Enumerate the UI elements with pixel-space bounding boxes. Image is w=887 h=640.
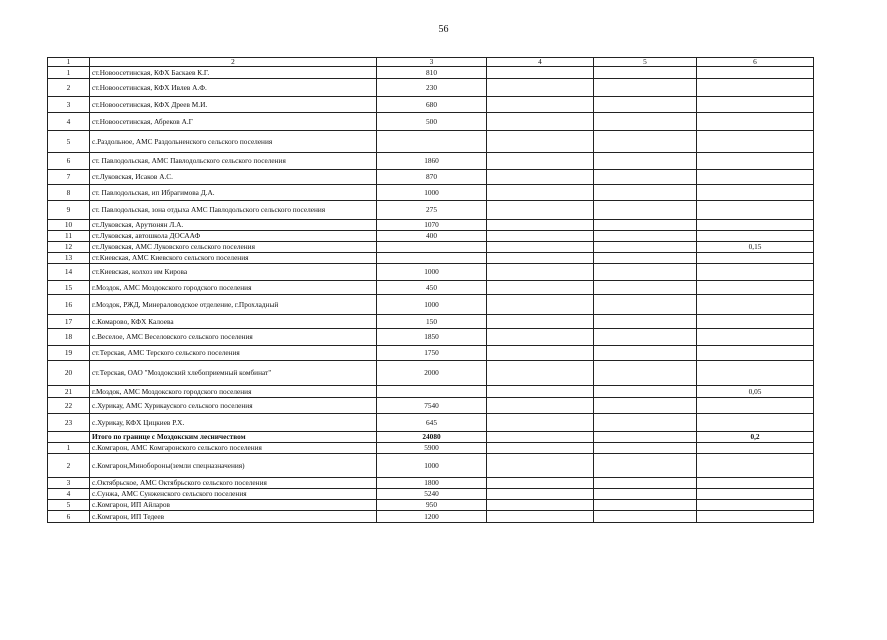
row-col5-cell	[594, 97, 697, 113]
row-number-cell: 15	[48, 281, 90, 295]
row-col6-cell: 0,05	[697, 386, 814, 398]
row-name-cell: ст. Павлодольская, ип Ибрагимова Д.А.	[90, 185, 377, 201]
table-row	[48, 478, 814, 489]
row-col5-cell	[594, 242, 697, 253]
row-col6-cell	[697, 131, 814, 153]
table-row	[48, 386, 814, 398]
row-col5-cell	[594, 346, 697, 361]
row-number-cell: 23	[48, 414, 90, 432]
row-col3-cell	[377, 386, 487, 398]
row-col3-cell: 2000	[377, 361, 487, 386]
table-row	[48, 346, 814, 361]
column-header: 5	[594, 58, 697, 67]
row-col6-cell	[697, 329, 814, 346]
row-number-cell: 1	[48, 443, 90, 454]
column-header: 6	[697, 58, 814, 67]
row-col5-cell	[594, 329, 697, 346]
table-row	[48, 361, 814, 386]
row-col4-cell	[487, 242, 594, 253]
table-row	[48, 67, 814, 79]
row-col5-cell	[594, 454, 697, 478]
row-col4-cell	[487, 478, 594, 489]
row-number-cell: 1	[48, 67, 90, 79]
table-row	[48, 170, 814, 185]
row-col5-cell	[594, 398, 697, 414]
row-col6-cell: 0,2	[697, 432, 814, 443]
row-col6-cell	[697, 97, 814, 113]
table-row	[48, 220, 814, 231]
table-row	[48, 185, 814, 201]
row-name-cell: с.Сунжа, АМС Сунженского сельского поселения	[90, 489, 377, 500]
row-number-cell: 8	[48, 185, 90, 201]
row-col5-cell	[594, 185, 697, 201]
row-col5-cell	[594, 414, 697, 432]
row-col4-cell	[487, 346, 594, 361]
row-number-cell: 5	[48, 500, 90, 511]
row-col4-cell	[487, 220, 594, 231]
row-col5-cell	[594, 478, 697, 489]
row-col4-cell	[487, 489, 594, 500]
row-col5-cell	[594, 153, 697, 170]
row-col6-cell	[697, 79, 814, 97]
row-col4-cell	[487, 131, 594, 153]
row-name-cell: ст.Новоосетинская, Абреков А.Г	[90, 113, 377, 131]
table-row	[48, 264, 814, 281]
table-row	[48, 398, 814, 414]
column-header: 2	[90, 58, 377, 67]
row-col4-cell	[487, 454, 594, 478]
table-row	[48, 489, 814, 500]
column-header: 3	[377, 58, 487, 67]
row-number-cell: 3	[48, 97, 90, 113]
row-col5-cell	[594, 511, 697, 523]
column-header: 1	[48, 58, 90, 67]
row-col4-cell	[487, 398, 594, 414]
row-name-cell: Итого по границе с Моздокским лесничеством	[90, 432, 377, 443]
row-col5-cell	[594, 201, 697, 220]
row-col6-cell	[697, 113, 814, 131]
row-col3-cell: 810	[377, 67, 487, 79]
row-col3-cell: 5900	[377, 443, 487, 454]
row-col3-cell: 450	[377, 281, 487, 295]
table-row	[48, 131, 814, 153]
row-number-cell: 2	[48, 454, 90, 478]
row-name-cell: ст.Луковская, автошкола ДОСААФ	[90, 231, 377, 242]
row-col5-cell	[594, 264, 697, 281]
table-row	[48, 443, 814, 454]
row-col3-cell: 950	[377, 500, 487, 511]
row-col5-cell	[594, 361, 697, 386]
row-col4-cell	[487, 414, 594, 432]
row-name-cell: ст.Луковская, АМС Луковского сельского поселения	[90, 242, 377, 253]
row-col4-cell	[487, 113, 594, 131]
row-col6-cell	[697, 253, 814, 264]
row-col3-cell: 400	[377, 231, 487, 242]
row-name-cell: г.Моздок, РЖД, Минераловодское отделение, г.Прохладный	[90, 295, 377, 315]
table-body	[48, 58, 814, 523]
row-name-cell: с.Хурикау, АМС Хурикауского сельского поселения	[90, 398, 377, 414]
row-name-cell: с.Октябрьское, АМС Октябрьского сельского поселения	[90, 478, 377, 489]
row-col6-cell	[697, 170, 814, 185]
row-col3-cell: 230	[377, 79, 487, 97]
row-col4-cell	[487, 500, 594, 511]
row-col6-cell	[697, 489, 814, 500]
row-name-cell: с.Комарово, КФХ Калоева	[90, 315, 377, 329]
row-col5-cell	[594, 489, 697, 500]
row-col4-cell	[487, 386, 594, 398]
row-col6-cell	[697, 454, 814, 478]
row-number-cell: 16	[48, 295, 90, 315]
row-number-cell: 14	[48, 264, 90, 281]
row-col4-cell	[487, 315, 594, 329]
row-col4-cell	[487, 231, 594, 242]
row-col3-cell: 1000	[377, 295, 487, 315]
row-col6-cell	[697, 264, 814, 281]
row-name-cell: ст.Терская, ОАО "Моздокский хлебоприемный комбинат"	[90, 361, 377, 386]
row-col5-cell	[594, 131, 697, 153]
row-col5-cell	[594, 386, 697, 398]
table-row	[48, 79, 814, 97]
table-row	[48, 414, 814, 432]
row-name-cell: ст.Киевская, АМС Киевского сельского поселения	[90, 253, 377, 264]
row-col4-cell	[487, 201, 594, 220]
table-total-row	[48, 432, 814, 443]
row-number-cell: 18	[48, 329, 90, 346]
table-row	[48, 231, 814, 242]
row-col6-cell: 0,15	[697, 242, 814, 253]
row-col5-cell	[594, 500, 697, 511]
row-col6-cell	[697, 201, 814, 220]
table-row	[48, 454, 814, 478]
row-name-cell: ст.Киевская, колхоз им Кирова	[90, 264, 377, 281]
row-col3-cell: 7540	[377, 398, 487, 414]
page-number: 56	[438, 24, 449, 35]
row-number-cell: 21	[48, 386, 90, 398]
row-col3-cell: 1750	[377, 346, 487, 361]
row-col6-cell	[697, 67, 814, 79]
row-col5-cell	[594, 79, 697, 97]
row-number-cell: 4	[48, 489, 90, 500]
table-row	[48, 97, 814, 113]
row-col4-cell	[487, 97, 594, 113]
row-col4-cell	[487, 511, 594, 523]
row-number-cell: 9	[48, 201, 90, 220]
row-col6-cell	[697, 295, 814, 315]
row-name-cell: ст.Новоосетинская, КФХ Дреев М.И.	[90, 97, 377, 113]
row-col6-cell	[697, 315, 814, 329]
row-col3-cell: 1070	[377, 220, 487, 231]
row-number-cell: 2	[48, 79, 90, 97]
row-number-cell: 22	[48, 398, 90, 414]
row-number-cell: 3	[48, 478, 90, 489]
row-col4-cell	[487, 153, 594, 170]
row-name-cell: ст.Терская, АМС Терского сельского поселения	[90, 346, 377, 361]
table-row	[48, 329, 814, 346]
row-name-cell: с.Раздольное, АМС Раздольненского сельского поселения	[90, 131, 377, 153]
row-col4-cell	[487, 432, 594, 443]
row-col6-cell	[697, 443, 814, 454]
row-name-cell: г.Моздок, АМС Моздокского городского поселения	[90, 386, 377, 398]
row-name-cell: ст.Новоосетинская, КФХ Баскаев К.Г.	[90, 67, 377, 79]
row-col6-cell	[697, 220, 814, 231]
row-col5-cell	[594, 220, 697, 231]
row-number-cell: 6	[48, 511, 90, 523]
row-number-cell: 10	[48, 220, 90, 231]
row-number-cell: 4	[48, 113, 90, 131]
row-col5-cell	[594, 432, 697, 443]
row-col6-cell	[697, 478, 814, 489]
row-col3-cell: 1200	[377, 511, 487, 523]
row-col4-cell	[487, 253, 594, 264]
row-col6-cell	[697, 346, 814, 361]
row-col4-cell	[487, 443, 594, 454]
row-col4-cell	[487, 67, 594, 79]
row-col5-cell	[594, 253, 697, 264]
table-row	[48, 511, 814, 523]
row-col3-cell: 24080	[377, 432, 487, 443]
row-col3-cell: 680	[377, 97, 487, 113]
row-col3-cell	[377, 242, 487, 253]
row-col4-cell	[487, 170, 594, 185]
row-number-cell: 12	[48, 242, 90, 253]
row-col6-cell	[697, 361, 814, 386]
row-col5-cell	[594, 113, 697, 131]
row-col4-cell	[487, 264, 594, 281]
row-number-cell: 17	[48, 315, 90, 329]
table-row	[48, 201, 814, 220]
row-col3-cell: 1000	[377, 454, 487, 478]
row-col4-cell	[487, 329, 594, 346]
row-col5-cell	[594, 231, 697, 242]
row-col5-cell	[594, 170, 697, 185]
row-col3-cell: 645	[377, 414, 487, 432]
row-col4-cell	[487, 281, 594, 295]
row-number-cell: 20	[48, 361, 90, 386]
table-row	[48, 153, 814, 170]
row-name-cell: ст.Луковская, Арутюнян Л.А.	[90, 220, 377, 231]
row-number-cell: 19	[48, 346, 90, 361]
table-row	[48, 113, 814, 131]
row-number-cell: 11	[48, 231, 90, 242]
row-col3-cell: 1800	[377, 478, 487, 489]
row-number-cell: 13	[48, 253, 90, 264]
row-name-cell: г.Моздок, АМС Моздокского городского поселения	[90, 281, 377, 295]
row-name-cell: с.Хурикау, КФХ Цицкиев Р.Х.	[90, 414, 377, 432]
row-col6-cell	[697, 398, 814, 414]
row-number-cell: 5	[48, 131, 90, 153]
row-number-cell: 6	[48, 153, 90, 170]
table-header-row	[48, 58, 814, 67]
row-name-cell: с.Комгарон,Минобороны(земли спецназначения)	[90, 454, 377, 478]
row-col6-cell	[697, 185, 814, 201]
row-name-cell: с.Комгарон, АМС Комгаронского сельского поселения	[90, 443, 377, 454]
row-col4-cell	[487, 185, 594, 201]
row-col5-cell	[594, 281, 697, 295]
row-col6-cell	[697, 500, 814, 511]
row-col6-cell	[697, 231, 814, 242]
row-col3-cell: 500	[377, 113, 487, 131]
column-header: 4	[487, 58, 594, 67]
row-col4-cell	[487, 79, 594, 97]
row-col5-cell	[594, 295, 697, 315]
row-col4-cell	[487, 295, 594, 315]
table-row	[48, 281, 814, 295]
row-col3-cell: 1850	[377, 329, 487, 346]
row-col6-cell	[697, 414, 814, 432]
row-col3-cell: 1860	[377, 153, 487, 170]
table-row	[48, 253, 814, 264]
row-name-cell: с.Веселое, АМС Веселовского сельского поселения	[90, 329, 377, 346]
document-table	[47, 57, 814, 523]
row-name-cell: ст.Луковская, Исаков А.С.	[90, 170, 377, 185]
row-col5-cell	[594, 67, 697, 79]
row-name-cell: ст. Павлодольская, зона отдыха АМС Павлодольского сельского поселения	[90, 201, 377, 220]
table-row	[48, 500, 814, 511]
row-col3-cell: 150	[377, 315, 487, 329]
table-row	[48, 295, 814, 315]
row-name-cell: с.Комгарон, ИП Айларов	[90, 500, 377, 511]
row-name-cell: ст.Новоосетинская, КФХ Ивлев А.Ф.	[90, 79, 377, 97]
table-row	[48, 242, 814, 253]
row-number-cell	[48, 432, 90, 443]
table-row	[48, 315, 814, 329]
row-col4-cell	[487, 361, 594, 386]
row-col3-cell: 1000	[377, 185, 487, 201]
row-name-cell: с.Комгарон, ИП Тедеев	[90, 511, 377, 523]
row-col6-cell	[697, 281, 814, 295]
row-col3-cell	[377, 253, 487, 264]
row-col3-cell	[377, 131, 487, 153]
row-col3-cell: 870	[377, 170, 487, 185]
row-number-cell: 7	[48, 170, 90, 185]
row-col6-cell	[697, 511, 814, 523]
row-col5-cell	[594, 315, 697, 329]
row-col5-cell	[594, 443, 697, 454]
row-col6-cell	[697, 153, 814, 170]
row-col3-cell: 1000	[377, 264, 487, 281]
row-col3-cell: 5240	[377, 489, 487, 500]
row-name-cell: ст. Павлодольская, АМС Павлодольского сельского поселения	[90, 153, 377, 170]
row-col3-cell: 275	[377, 201, 487, 220]
